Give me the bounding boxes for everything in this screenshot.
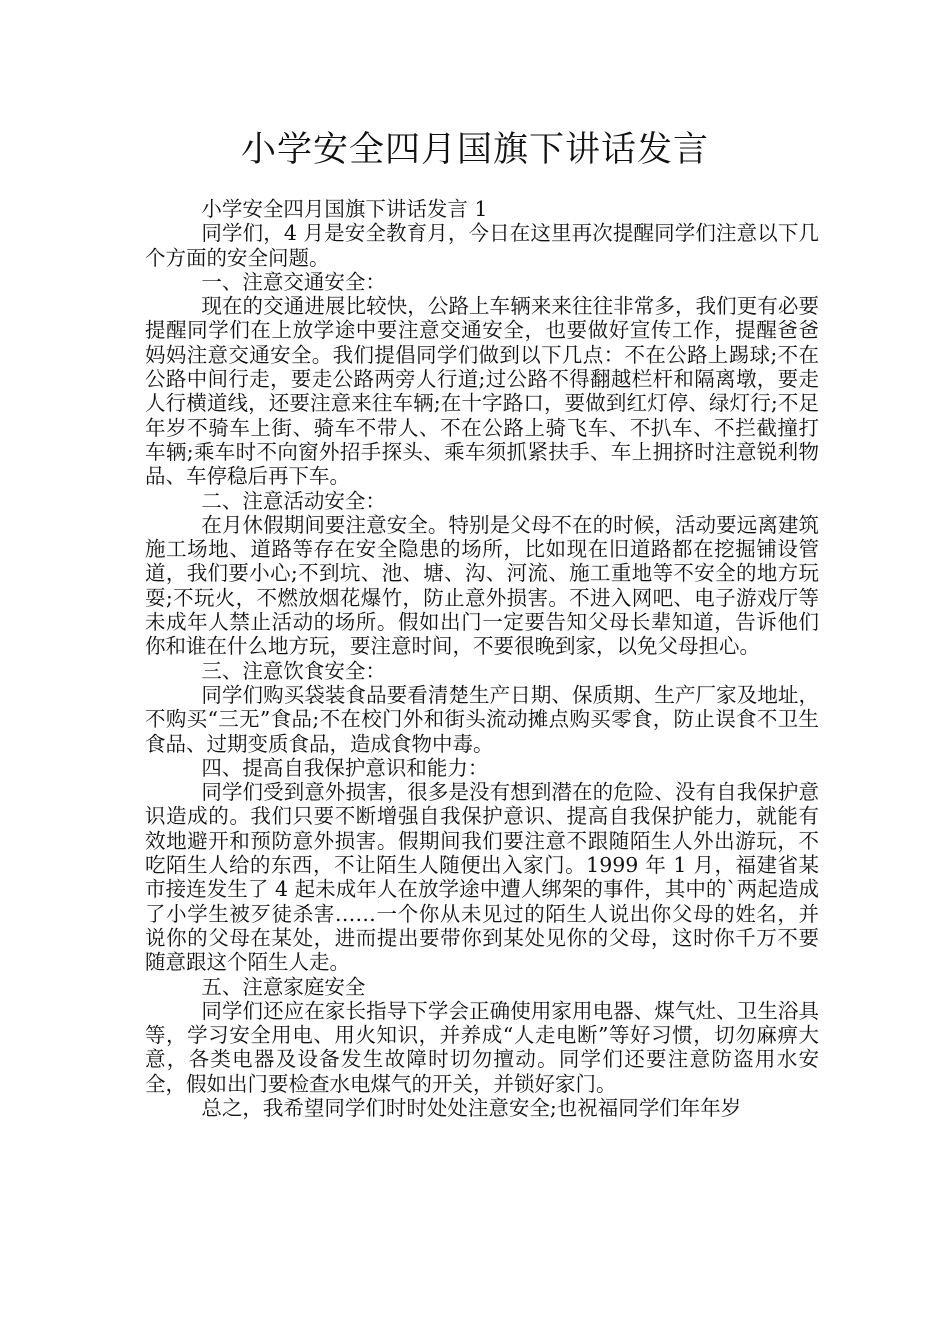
paragraph-home-safety: 同学们还应在家长指导下学会正确使用家用电器、煤气灶、卫生浴具等，学习安全用电、用火知识，并养成“人走电断”等好习惯，切勿麻痹大意，各类电器及设备发生故障时切勿擅动。同学们还要注意防盗用水安全，假如出门要检查水电煤气的开关，并锁好家门。 — [145, 998, 819, 1096]
paragraph-self-protection: 同学们受到意外损害，很多是没有想到潜在的危险、没有自我保护意识造成的。我们只要不断增强自我保护意识、提高自我保护能力，就能有效地避开和预防意外损害。假期间我们要注意不跟随陌生人外出游玩，不吃陌生人给的东西，不让陌生人随便出入家门。1999 年 1 月，福建省某市接连发生了 4 起未成年人在放学途中遭人绑架的事件，其中的`两起造成了小学生被歹徒杀害……一个你从未见过的陌生人说出你父母的姓名，并说你的父母在某处，进而提出要带你到某处见你的父母，这时你千万不要随意跟这个陌生人走。 — [145, 780, 819, 975]
document-body — [145, 197, 819, 1120]
heading-food-safety: 三、注意饮食安全： — [201, 658, 386, 683]
paragraph-intro: 同学们，4 月是安全教育月，今日在这里再次提醒同学们注意以下几个方面的安全问题。 — [145, 221, 819, 270]
document-title: 小学安全四月国旗下讲话发言 — [240, 130, 709, 170]
paragraph-conclusion: 总之，我希望同学们时时处处注意安全;也祝福同学们年年岁 — [201, 1095, 742, 1120]
paragraph-activity-safety: 在月休假期间要注意安全。特别是父母不在的时候，活动要远离建筑施工场地、道路等存在安全隐患的场所，比如现在旧道路都在挖掘铺设管道，我们要小心;不到坑、池、塘、沟、河流、施工重地等不安全的地方玩耍;不玩火，不燃放烟花爆竹，防止意外损害。不进入网吧、电子游戏厅等未成年人禁止活动的场所。假如出门一定要告知父母长辈知道，告诉他们你和谁在什么地方玩，要注意时间，不要很晚到家，以免父母担心。 — [145, 512, 819, 659]
heading-activity-safety: 二、注意活动安全： — [201, 488, 386, 513]
heading-self-protection: 四、提高自我保护意识和能力： — [201, 755, 489, 780]
heading-traffic-safety: 一、注意交通安全： — [201, 269, 386, 294]
heading-home-safety: 五、注意家庭安全 — [201, 974, 366, 999]
paragraph-subtitle: 小学安全四月国旗下讲话发言 1 — [201, 197, 488, 221]
paragraph-food-safety: 同学们购买袋装食品要看清楚生产日期、保质期、生产厂家及地址，不购买“三无”食品;不在校门外和街头流动摊点购买零食，防止误食不卫生食品、过期变质食品，造成食物中毒。 — [145, 682, 819, 756]
paragraph-traffic-safety: 现在的交通进展比较快，公路上车辆来来往往非常多，我们更有必要提醒同学们在上放学途中要注意交通安全，也要做好宣传工作，提醒爸爸妈妈注意交通安全。我们提倡同学们做到以下几点：不在公路上踢球;不在公路中间行走，要走公路两旁人行道;过公路不得翻越栏杆和隔离墩，要走人行横道线，还要注意来往车辆;在十字路口，要做到红灯停、绿灯行;不足年岁不骑车上街、骑车不带人、不在公路上骑飞车、不扒车、不拦截撞打车辆;乘车时不向窗外招手探头、乘车须抓紧扶手、车上拥挤时注意锐利物品、车停稳后再下车。 — [145, 294, 819, 489]
